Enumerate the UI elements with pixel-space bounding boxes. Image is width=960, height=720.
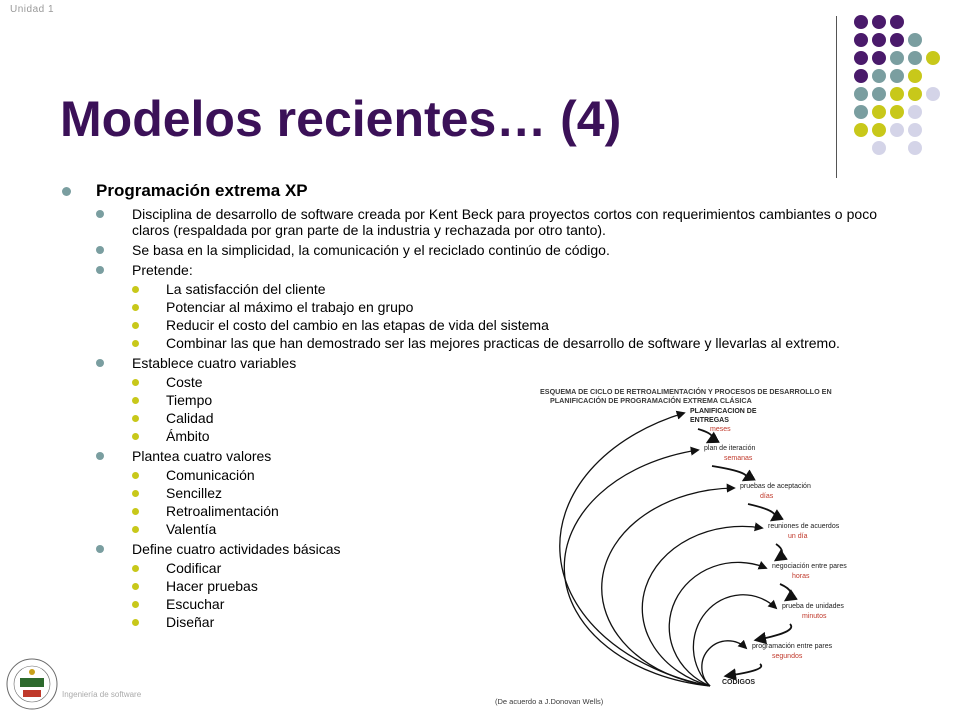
list-item-text: Diseñar	[166, 614, 215, 630]
list-item	[96, 262, 877, 351]
list-item-text: Retroalimentación	[166, 503, 279, 519]
bullet-icon	[132, 526, 139, 533]
feedback-arc	[602, 488, 734, 686]
university-logo	[4, 654, 60, 714]
decorative-dot	[872, 33, 886, 47]
decorative-dot	[890, 51, 904, 65]
list-item-text: Sencillez	[166, 485, 223, 501]
bullet-icon	[132, 490, 139, 497]
list-item	[96, 242, 877, 258]
decorative-dot	[890, 123, 904, 137]
list-item-text: Plantea cuatro valores	[132, 448, 272, 464]
stage-name: CODIGOS	[722, 679, 756, 686]
bullet-icon	[132, 601, 139, 608]
decorative-dot	[872, 51, 886, 65]
bullet-icon	[96, 246, 104, 254]
list-item-text: Combinar las que han demostrado ser las mejores practicas de desarrollo de software y llevarlas al extremo.	[166, 335, 840, 351]
bullet-icon	[132, 286, 139, 293]
bullet-icon	[132, 322, 139, 329]
decorative-dot	[908, 51, 922, 65]
xp-feedback-diagram	[490, 382, 870, 717]
list-item-text: Se basa en la simplicidad, la comunicación y el reciclado continúo de código.	[132, 242, 610, 258]
slide-title: Modelos recientes… (4)	[60, 91, 622, 147]
stage-name: plan de iteración	[704, 445, 756, 452]
decorative-dot	[908, 69, 922, 83]
list-item-text: Hacer pruebas	[166, 578, 258, 594]
list-item	[132, 299, 877, 315]
stage-name: negociación entre pares	[772, 563, 847, 570]
bullet-icon	[132, 565, 139, 572]
bullet-icon	[132, 304, 139, 311]
decorative-dot	[908, 87, 922, 101]
list-item-text: Establece cuatro variables	[132, 355, 297, 371]
decorative-dot	[854, 105, 868, 119]
stage-name: ENTREGAS	[690, 417, 729, 424]
decorative-dot	[872, 105, 886, 119]
list-item-text: La satisfacción del cliente	[166, 281, 326, 297]
list-item	[132, 335, 877, 351]
list-item-text: Tiempo	[166, 392, 213, 408]
decorative-dot	[890, 33, 904, 47]
stage-name: prueba de unidades	[782, 603, 844, 610]
list-item-text: Comunicación	[166, 467, 255, 483]
stage-period: días	[760, 493, 774, 500]
stage-arrow	[748, 504, 775, 520]
stage-arrow	[756, 624, 791, 640]
decorative-dot	[890, 105, 904, 119]
decorative-dot	[908, 33, 922, 47]
decorative-dot	[854, 15, 868, 29]
footer-text: Ingeniería de software	[62, 690, 142, 699]
diagram-title-line1: ESQUEMA DE CICLO DE RETROALIMENTACIÓN Y PROCESOS DE DESARROLLO EN	[540, 387, 832, 396]
bullet-icon	[132, 379, 139, 386]
divider-line	[836, 16, 837, 178]
decorative-dot	[908, 141, 922, 155]
decorative-dot	[854, 123, 868, 137]
list-item-text: Coste	[166, 374, 203, 390]
decorative-dot	[872, 15, 886, 29]
bullet-icon	[132, 340, 139, 347]
list-item	[96, 206, 877, 238]
bullet-icon	[96, 452, 104, 460]
decorative-dot	[908, 105, 922, 119]
bullet-icon	[96, 359, 104, 367]
decorative-dot	[872, 87, 886, 101]
bullet-icon	[132, 397, 139, 404]
decorative-dot	[890, 87, 904, 101]
feedback-arc	[564, 450, 710, 686]
stage-arrow	[726, 664, 761, 676]
feedback-arc	[693, 595, 776, 686]
bullet-icon	[132, 433, 139, 440]
list-item-text: Escuchar	[166, 596, 225, 612]
stage-period: meses	[710, 426, 731, 433]
feedback-arc	[560, 413, 710, 686]
decorative-dot	[854, 51, 868, 65]
stage-arrow	[712, 466, 747, 480]
decorative-dot	[890, 69, 904, 83]
list-item-text: Codificar	[166, 560, 222, 576]
bullet-icon	[96, 266, 104, 274]
list-item-text: Define cuatro actividades básicas	[132, 541, 341, 557]
stage-name: PLANIFICACION DE	[690, 408, 757, 415]
section-heading: Programación extrema XP	[96, 181, 308, 200]
stage-period: minutos	[802, 613, 827, 620]
stage-name: programación entre pares	[752, 643, 833, 650]
stage-name: pruebas de aceptación	[740, 483, 811, 490]
stage-arrow	[780, 584, 791, 600]
list-item-text: Pretende:	[132, 262, 193, 278]
decorative-dot	[854, 33, 868, 47]
decorative-dot	[872, 69, 886, 83]
decorative-dot	[872, 141, 886, 155]
list-item-text: Potenciar al máximo el trabajo en grupo	[166, 299, 414, 315]
decorative-dot	[872, 123, 886, 137]
decorative-dot	[908, 123, 922, 137]
bullet-icon	[132, 508, 139, 515]
decorative-dot	[926, 51, 940, 65]
bullet-icon	[132, 583, 139, 590]
bullet-icon	[132, 415, 139, 422]
list-item-text: Calidad	[166, 410, 214, 426]
list-item-text: Valentía	[166, 521, 217, 537]
diagram-title-line2: PLANIFICACIÓN DE PROGRAMACIÓN EXTREMA CLÁSICA	[550, 396, 752, 405]
decorative-dot	[890, 15, 904, 29]
list-item-text: Reducir el costo del cambio en las etapas de vida del sistema	[166, 317, 549, 333]
stage-arrow	[776, 544, 782, 560]
unit-label: Unidad 1	[10, 4, 55, 15]
stage-name: reuniones de acuerdos	[768, 523, 840, 530]
bullet-icon	[132, 619, 139, 626]
diagram-credit: (De acuerdo a J.Donovan Wells)	[495, 697, 604, 706]
stage-period: segundos	[772, 653, 803, 660]
decorative-dot	[926, 87, 940, 101]
list-item	[132, 317, 877, 333]
stage-period: horas	[792, 573, 810, 580]
bullet-icon	[96, 210, 104, 218]
list-item-text: Disciplina de desarrollo de software creada por Kent Beck para proyectos cortos con requerimientos cambiantes o poco claros (respaldada por gran parte de la industria y rechazada por otro tanto).	[132, 206, 877, 238]
bullet-icon	[62, 187, 71, 196]
feedback-arc	[669, 562, 766, 686]
list-item	[132, 281, 877, 297]
decorative-dot	[854, 69, 868, 83]
bullet-icon	[96, 545, 104, 553]
decorative-dot	[854, 87, 868, 101]
bullet-icon	[132, 472, 139, 479]
list-item-text: Ámbito	[166, 428, 210, 444]
sub-sub-bullet-list	[132, 281, 877, 351]
stage-period: semanas	[724, 455, 753, 462]
stage-period: un día	[788, 533, 808, 540]
